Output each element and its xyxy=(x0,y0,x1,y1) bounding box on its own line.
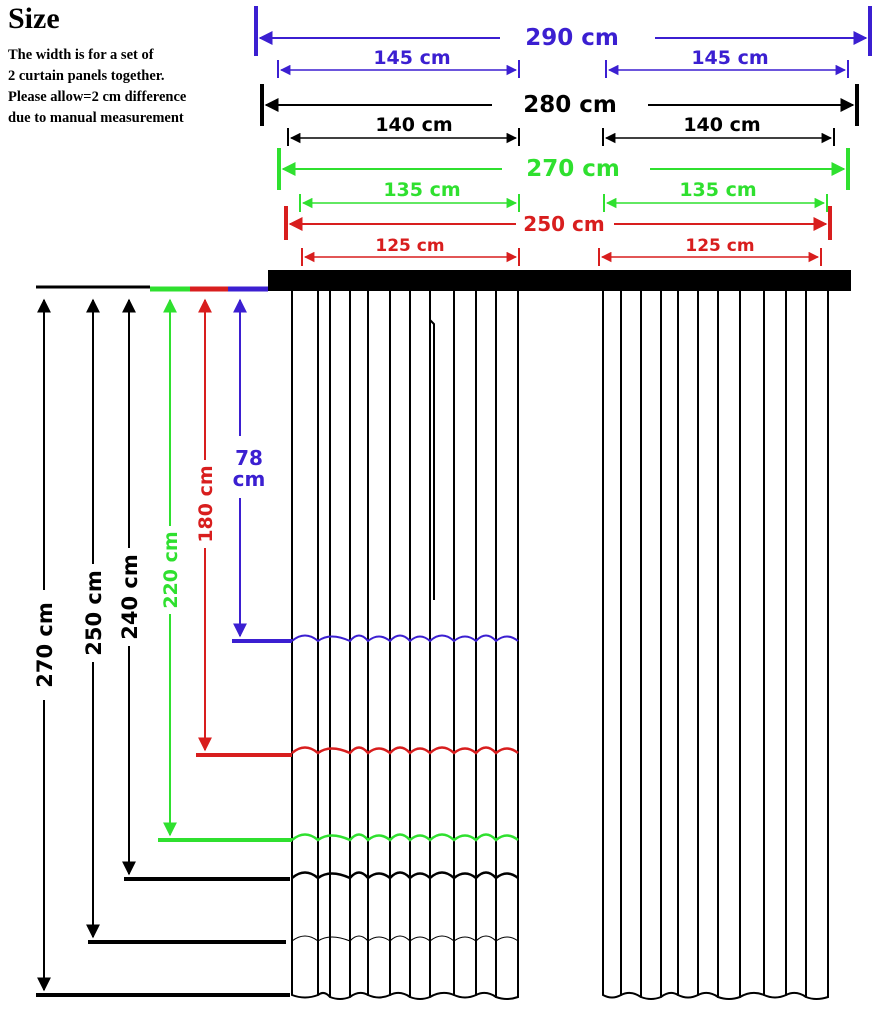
width-125-left-label: 125 cm xyxy=(375,236,445,256)
width-140-right-label: 140 cm xyxy=(683,114,761,136)
length-240-label: 240 cm xyxy=(118,554,142,640)
note-line: Please allow=2 cm difference xyxy=(8,89,187,105)
width-135-left-label: 135 cm xyxy=(383,179,461,201)
width-125-right-label: 125 cm xyxy=(685,236,755,256)
length-250-dimension xyxy=(82,300,106,937)
note-line: due to manual measurement xyxy=(8,110,184,126)
page-title: Size xyxy=(8,2,60,35)
level-78-curve xyxy=(292,636,518,642)
level-250-curve xyxy=(292,936,518,941)
width-135-right-label: 135 cm xyxy=(679,179,757,201)
length-220-dimension xyxy=(160,300,182,835)
length-240-dimension xyxy=(118,300,142,874)
length-270-label: 270 cm xyxy=(33,602,57,688)
level-220-curve xyxy=(292,835,518,841)
length-78-unit: cm xyxy=(232,467,266,491)
level-180-curve xyxy=(292,748,518,754)
length-220-label: 220 cm xyxy=(160,531,182,609)
curtain-rod xyxy=(268,270,851,291)
right-curtain-panel xyxy=(603,291,828,999)
width-250-label: 250 cm xyxy=(523,212,605,236)
width-280-label: 280 cm xyxy=(523,92,617,118)
width-145-right-label: 145 cm xyxy=(691,47,769,69)
length-250-label: 250 cm xyxy=(82,570,106,656)
width-270-dimension xyxy=(279,148,848,212)
note-line: The width is for a set of xyxy=(8,47,154,63)
width-270-label: 270 cm xyxy=(526,156,620,182)
length-180-label: 180 cm xyxy=(195,465,217,543)
length-270-dimension xyxy=(33,300,57,990)
width-250-dimension xyxy=(286,206,830,266)
length-78-value: 78 xyxy=(235,446,263,470)
length-180-dimension xyxy=(195,300,217,750)
length-78-dimension xyxy=(233,300,266,636)
left-curtain-panel xyxy=(292,291,518,999)
width-145-left-label: 145 cm xyxy=(373,47,451,69)
level-240-curve xyxy=(292,873,518,879)
width-290-dimension xyxy=(256,6,870,78)
note-line: 2 curtain panels together. xyxy=(8,68,165,84)
width-280-dimension xyxy=(262,84,857,146)
width-290-label: 290 cm xyxy=(525,25,619,51)
width-140-left-label: 140 cm xyxy=(375,114,453,136)
